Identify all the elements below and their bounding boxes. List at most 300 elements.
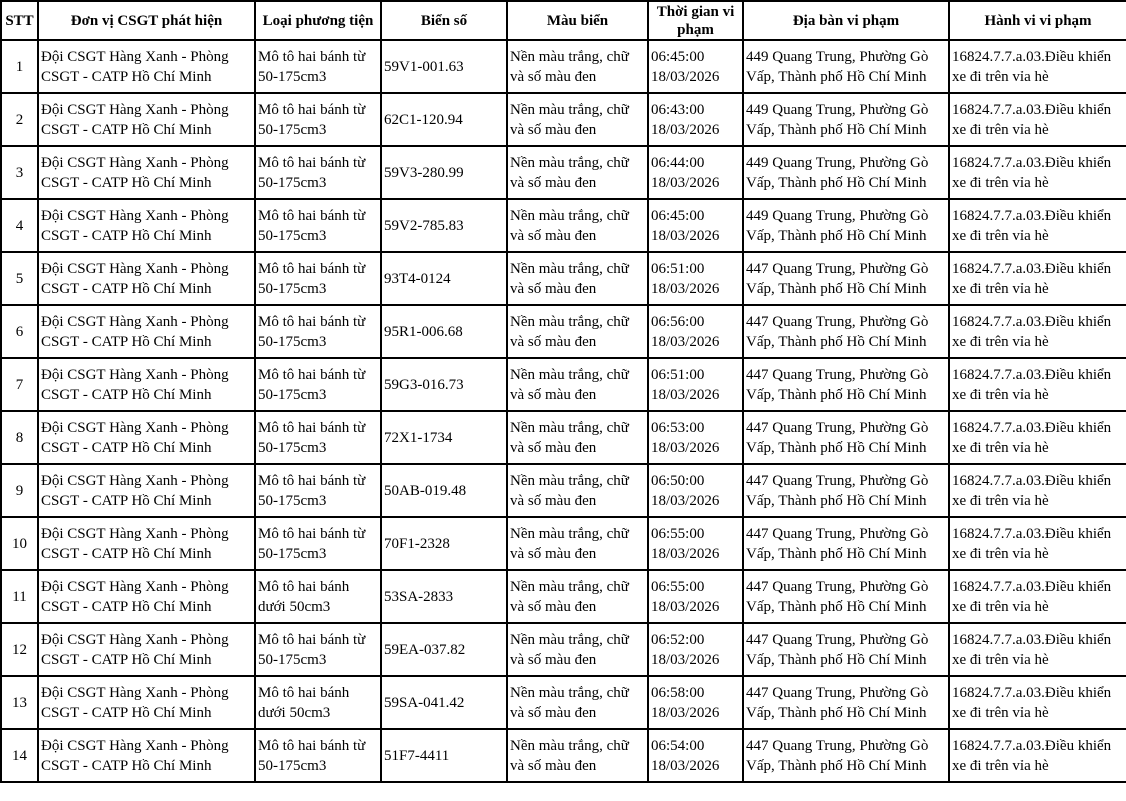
time-cell bbox=[648, 517, 743, 570]
location-line-2: Vấp, Thành phố Hồ Chí Minh bbox=[746, 757, 927, 774]
violation-cell bbox=[949, 517, 1126, 570]
unit-line-1: Đội CSGT Hàng Xanh - Phòng bbox=[41, 578, 229, 595]
plate-color-line-2: và số màu đen bbox=[510, 598, 597, 615]
plate-color-line-1: Nền màu trắng, chữ bbox=[510, 207, 629, 224]
vehicle-type-line-1: Mô tô hai bánh từ bbox=[258, 154, 366, 171]
plate-color-line-2: và số màu đen bbox=[510, 439, 597, 456]
violation-line-2: xe đi trên vỉa hè bbox=[952, 598, 1049, 615]
unit-cell bbox=[38, 729, 255, 782]
location-cell bbox=[743, 40, 949, 93]
vehicle-type-line-2: 50-175cm3 bbox=[258, 121, 327, 138]
violation-cell bbox=[949, 252, 1126, 305]
unit-line-1: Đội CSGT Hàng Xanh - Phòng bbox=[41, 419, 229, 436]
vehicle-type-line-2: 50-175cm3 bbox=[258, 439, 327, 456]
plate-color-line-2: và số màu đen bbox=[510, 545, 597, 562]
violation-line-1: 16824.7.7.a.03.Điều khiển bbox=[952, 684, 1112, 701]
stt-cell: 9 bbox=[1, 464, 38, 517]
time-cell bbox=[648, 93, 743, 146]
violation-cell bbox=[949, 146, 1126, 199]
time-line-2: 18/03/2026 bbox=[651, 280, 720, 297]
location-cell bbox=[743, 93, 949, 146]
stt-cell: 8 bbox=[1, 411, 38, 464]
violation-line-1: 16824.7.7.a.03.Điều khiển bbox=[952, 578, 1112, 595]
unit-line-1: Đội CSGT Hàng Xanh - Phòng bbox=[41, 313, 229, 330]
location-line-2: Vấp, Thành phố Hồ Chí Minh bbox=[746, 704, 927, 721]
unit-cell bbox=[38, 146, 255, 199]
unit-cell bbox=[38, 623, 255, 676]
unit-line-1: Đội CSGT Hàng Xanh - Phòng bbox=[41, 154, 229, 171]
table-row bbox=[1, 305, 1126, 358]
time-line-1: 06:51:00 bbox=[651, 260, 705, 277]
stt-cell: 5 bbox=[1, 252, 38, 305]
location-cell bbox=[743, 305, 949, 358]
vehicle-type-line-1: Mô tô hai bánh từ bbox=[258, 48, 366, 65]
unit-line-2: CSGT - CATP Hồ Chí Minh bbox=[41, 174, 212, 191]
location-line-1: 447 Quang Trung, Phường Gò bbox=[746, 260, 929, 277]
time-line-2: 18/03/2026 bbox=[651, 333, 720, 350]
violation-line-1: 16824.7.7.a.03.Điều khiển bbox=[952, 737, 1112, 754]
time-cell bbox=[648, 146, 743, 199]
unit-cell bbox=[38, 252, 255, 305]
location-line-2: Vấp, Thành phố Hồ Chí Minh bbox=[746, 174, 927, 191]
plate-color-line-2: và số màu đen bbox=[510, 386, 597, 403]
violation-line-2: xe đi trên vỉa hè bbox=[952, 757, 1049, 774]
stt-cell: 10 bbox=[1, 517, 38, 570]
header-location: Địa bàn vi phạm bbox=[743, 1, 949, 40]
violation-line-1: 16824.7.7.a.03.Điều khiển bbox=[952, 419, 1112, 436]
time-line-1: 06:43:00 bbox=[651, 101, 705, 118]
violation-line-1: 16824.7.7.a.03.Điều khiển bbox=[952, 366, 1112, 383]
unit-line-2: CSGT - CATP Hồ Chí Minh bbox=[41, 545, 212, 562]
location-line-2: Vấp, Thành phố Hồ Chí Minh bbox=[746, 545, 927, 562]
vehicle-type-cell bbox=[255, 517, 381, 570]
plate-color-line-2: và số màu đen bbox=[510, 757, 597, 774]
time-line-1: 06:55:00 bbox=[651, 578, 705, 595]
table-row bbox=[1, 464, 1126, 517]
vehicle-type-line-2: 50-175cm3 bbox=[258, 280, 327, 297]
vehicle-type-line-1: Mô tô hai bánh từ bbox=[258, 207, 366, 224]
unit-cell bbox=[38, 40, 255, 93]
violation-line-2: xe đi trên vỉa hè bbox=[952, 492, 1049, 509]
vehicle-type-line-1: Mô tô hai bánh từ bbox=[258, 419, 366, 436]
violation-cell bbox=[949, 464, 1126, 517]
plate-cell: 59V3-280.99 bbox=[381, 146, 507, 199]
vehicle-type-cell bbox=[255, 676, 381, 729]
stt-cell: 1 bbox=[1, 40, 38, 93]
plate-color-cell bbox=[507, 40, 648, 93]
unit-line-2: CSGT - CATP Hồ Chí Minh bbox=[41, 333, 212, 350]
time-line-1: 06:52:00 bbox=[651, 631, 705, 648]
time-cell bbox=[648, 729, 743, 782]
violation-cell bbox=[949, 40, 1126, 93]
vehicle-type-line-2: 50-175cm3 bbox=[258, 68, 327, 85]
violation-cell bbox=[949, 199, 1126, 252]
vehicle-type-cell bbox=[255, 305, 381, 358]
vehicle-type-cell bbox=[255, 570, 381, 623]
time-line-1: 06:53:00 bbox=[651, 419, 705, 436]
location-line-1: 447 Quang Trung, Phường Gò bbox=[746, 578, 929, 595]
plate-color-cell bbox=[507, 517, 648, 570]
location-line-1: 447 Quang Trung, Phường Gò bbox=[746, 472, 929, 489]
header-vehicle-type: Loại phương tiện bbox=[255, 1, 381, 40]
time-line-1: 06:45:00 bbox=[651, 48, 705, 65]
header-plate-color: Màu biển bbox=[507, 1, 648, 40]
unit-line-1: Đội CSGT Hàng Xanh - Phòng bbox=[41, 207, 229, 224]
unit-line-2: CSGT - CATP Hồ Chí Minh bbox=[41, 227, 212, 244]
unit-cell bbox=[38, 464, 255, 517]
time-line-1: 06:51:00 bbox=[651, 366, 705, 383]
plate-color-cell bbox=[507, 570, 648, 623]
violation-cell bbox=[949, 570, 1126, 623]
stt-cell: 14 bbox=[1, 729, 38, 782]
violation-line-1: 16824.7.7.a.03.Điều khiển bbox=[952, 472, 1112, 489]
header-violation: Hành vi vi phạm bbox=[949, 1, 1126, 40]
stt-cell: 13 bbox=[1, 676, 38, 729]
unit-cell bbox=[38, 517, 255, 570]
violation-line-2: xe đi trên vỉa hè bbox=[952, 227, 1049, 244]
location-line-2: Vấp, Thành phố Hồ Chí Minh bbox=[746, 68, 927, 85]
violation-line-1: 16824.7.7.a.03.Điều khiển bbox=[952, 48, 1112, 65]
violation-line-2: xe đi trên vỉa hè bbox=[952, 386, 1049, 403]
location-line-2: Vấp, Thành phố Hồ Chí Minh bbox=[746, 439, 927, 456]
table-row bbox=[1, 40, 1126, 93]
plate-color-line-1: Nền màu trắng, chữ bbox=[510, 737, 629, 754]
plate-color-cell bbox=[507, 729, 648, 782]
location-cell bbox=[743, 358, 949, 411]
location-line-1: 449 Quang Trung, Phường Gò bbox=[746, 101, 929, 118]
time-cell bbox=[648, 676, 743, 729]
plate-color-line-2: và số màu đen bbox=[510, 492, 597, 509]
location-line-2: Vấp, Thành phố Hồ Chí Minh bbox=[746, 333, 927, 350]
unit-line-2: CSGT - CATP Hồ Chí Minh bbox=[41, 598, 212, 615]
plate-color-line-1: Nền màu trắng, chữ bbox=[510, 419, 629, 436]
location-cell bbox=[743, 464, 949, 517]
plate-color-line-1: Nền màu trắng, chữ bbox=[510, 154, 629, 171]
location-line-2: Vấp, Thành phố Hồ Chí Minh bbox=[746, 121, 927, 138]
plate-color-cell bbox=[507, 676, 648, 729]
location-cell bbox=[743, 623, 949, 676]
plate-color-cell bbox=[507, 358, 648, 411]
unit-line-1: Đội CSGT Hàng Xanh - Phòng bbox=[41, 684, 229, 701]
plate-color-line-1: Nền màu trắng, chữ bbox=[510, 578, 629, 595]
plate-cell: 59V1-001.63 bbox=[381, 40, 507, 93]
vehicle-type-cell bbox=[255, 729, 381, 782]
stt-cell: 7 bbox=[1, 358, 38, 411]
time-line-2: 18/03/2026 bbox=[651, 386, 720, 403]
time-line-1: 06:50:00 bbox=[651, 472, 705, 489]
plate-cell: 70F1-2328 bbox=[381, 517, 507, 570]
plate-color-line-1: Nền màu trắng, chữ bbox=[510, 313, 629, 330]
unit-cell bbox=[38, 570, 255, 623]
violation-line-1: 16824.7.7.a.03.Điều khiển bbox=[952, 260, 1112, 277]
unit-line-1: Đội CSGT Hàng Xanh - Phòng bbox=[41, 48, 229, 65]
vehicle-type-line-1: Mô tô hai bánh từ bbox=[258, 101, 366, 118]
plate-color-line-1: Nền màu trắng, chữ bbox=[510, 684, 629, 701]
location-line-1: 449 Quang Trung, Phường Gò bbox=[746, 48, 929, 65]
location-line-2: Vấp, Thành phố Hồ Chí Minh bbox=[746, 386, 927, 403]
vehicle-type-line-2: 50-175cm3 bbox=[258, 545, 327, 562]
violation-line-2: xe đi trên vỉa hè bbox=[952, 439, 1049, 456]
unit-line-1: Đội CSGT Hàng Xanh - Phòng bbox=[41, 472, 229, 489]
time-line-2: 18/03/2026 bbox=[651, 651, 720, 668]
unit-cell bbox=[38, 305, 255, 358]
violation-cell bbox=[949, 623, 1126, 676]
unit-cell bbox=[38, 93, 255, 146]
table-row bbox=[1, 252, 1126, 305]
plate-color-line-1: Nền màu trắng, chữ bbox=[510, 366, 629, 383]
vehicle-type-line-1: Mô tô hai bánh từ bbox=[258, 366, 366, 383]
time-line-1: 06:58:00 bbox=[651, 684, 705, 701]
plate-color-cell bbox=[507, 93, 648, 146]
table-row bbox=[1, 623, 1126, 676]
plate-color-line-2: và số màu đen bbox=[510, 121, 597, 138]
violation-line-1: 16824.7.7.a.03.Điều khiển bbox=[952, 207, 1112, 224]
vehicle-type-cell bbox=[255, 93, 381, 146]
plate-color-line-2: và số màu đen bbox=[510, 280, 597, 297]
unit-cell bbox=[38, 411, 255, 464]
stt-cell: 3 bbox=[1, 146, 38, 199]
time-cell bbox=[648, 252, 743, 305]
time-line-1: 06:56:00 bbox=[651, 313, 705, 330]
vehicle-type-cell bbox=[255, 40, 381, 93]
unit-line-1: Đội CSGT Hàng Xanh - Phòng bbox=[41, 631, 229, 648]
location-line-1: 447 Quang Trung, Phường Gò bbox=[746, 525, 929, 542]
header-plate: Biển số bbox=[381, 1, 507, 40]
plate-cell: 72X1-1734 bbox=[381, 411, 507, 464]
location-line-1: 447 Quang Trung, Phường Gò bbox=[746, 366, 929, 383]
violation-cell bbox=[949, 729, 1126, 782]
unit-line-1: Đội CSGT Hàng Xanh - Phòng bbox=[41, 366, 229, 383]
plate-color-line-2: và số màu đen bbox=[510, 174, 597, 191]
vehicle-type-cell bbox=[255, 199, 381, 252]
time-cell bbox=[648, 305, 743, 358]
plate-cell: 50AB-019.48 bbox=[381, 464, 507, 517]
time-line-2: 18/03/2026 bbox=[651, 492, 720, 509]
violation-line-1: 16824.7.7.a.03.Điều khiển bbox=[952, 154, 1112, 171]
vehicle-type-line-2: dưới 50cm3 bbox=[258, 598, 331, 615]
time-cell bbox=[648, 40, 743, 93]
location-cell bbox=[743, 199, 949, 252]
location-cell bbox=[743, 517, 949, 570]
violation-line-2: xe đi trên vỉa hè bbox=[952, 174, 1049, 191]
unit-cell bbox=[38, 199, 255, 252]
plate-color-line-2: và số màu đen bbox=[510, 651, 597, 668]
vehicle-type-line-1: Mô tô hai bánh từ bbox=[258, 525, 366, 542]
table-row bbox=[1, 517, 1126, 570]
vehicle-type-line-2: 50-175cm3 bbox=[258, 227, 327, 244]
vehicle-type-cell bbox=[255, 411, 381, 464]
location-line-1: 447 Quang Trung, Phường Gò bbox=[746, 631, 929, 648]
table-row bbox=[1, 146, 1126, 199]
violation-cell bbox=[949, 358, 1126, 411]
vehicle-type-cell bbox=[255, 358, 381, 411]
time-line-1: 06:55:00 bbox=[651, 525, 705, 542]
vehicle-type-line-1: Mô tô hai bánh từ bbox=[258, 260, 366, 277]
time-cell bbox=[648, 570, 743, 623]
vehicle-type-line-2: 50-175cm3 bbox=[258, 333, 327, 350]
table-row bbox=[1, 358, 1126, 411]
table-row bbox=[1, 93, 1126, 146]
unit-line-1: Đội CSGT Hàng Xanh - Phòng bbox=[41, 260, 229, 277]
unit-line-1: Đội CSGT Hàng Xanh - Phòng bbox=[41, 101, 229, 118]
plate-color-cell bbox=[507, 252, 648, 305]
location-line-2: Vấp, Thành phố Hồ Chí Minh bbox=[746, 227, 927, 244]
unit-cell bbox=[38, 358, 255, 411]
vehicle-type-line-1: Mô tô hai bánh từ bbox=[258, 313, 366, 330]
time-line-1: 06:45:00 bbox=[651, 207, 705, 224]
location-line-1: 449 Quang Trung, Phường Gò bbox=[746, 207, 929, 224]
location-cell bbox=[743, 411, 949, 464]
stt-cell: 2 bbox=[1, 93, 38, 146]
time-line-2: 18/03/2026 bbox=[651, 174, 720, 191]
plate-cell: 59EA-037.82 bbox=[381, 623, 507, 676]
location-line-2: Vấp, Thành phố Hồ Chí Minh bbox=[746, 280, 927, 297]
plate-color-cell bbox=[507, 464, 648, 517]
plate-color-line-2: và số màu đen bbox=[510, 68, 597, 85]
location-line-1: 447 Quang Trung, Phường Gò bbox=[746, 419, 929, 436]
violation-line-2: xe đi trên vỉa hè bbox=[952, 333, 1049, 350]
unit-line-2: CSGT - CATP Hồ Chí Minh bbox=[41, 704, 212, 721]
vehicle-type-line-1: Mô tô hai bánh từ bbox=[258, 737, 366, 754]
vehicle-type-line-2: 50-175cm3 bbox=[258, 651, 327, 668]
time-cell bbox=[648, 411, 743, 464]
vehicle-type-cell bbox=[255, 252, 381, 305]
violation-line-2: xe đi trên vỉa hè bbox=[952, 68, 1049, 85]
violation-line-1: 16824.7.7.a.03.Điều khiển bbox=[952, 631, 1112, 648]
plate-color-line-1: Nền màu trắng, chữ bbox=[510, 260, 629, 277]
plate-color-cell bbox=[507, 199, 648, 252]
unit-line-2: CSGT - CATP Hồ Chí Minh bbox=[41, 280, 212, 297]
time-line-2: 18/03/2026 bbox=[651, 704, 720, 721]
time-line-2: 18/03/2026 bbox=[651, 545, 720, 562]
location-line-1: 447 Quang Trung, Phường Gò bbox=[746, 313, 929, 330]
unit-line-2: CSGT - CATP Hồ Chí Minh bbox=[41, 439, 212, 456]
plate-color-line-2: và số màu đen bbox=[510, 704, 597, 721]
unit-line-2: CSGT - CATP Hồ Chí Minh bbox=[41, 651, 212, 668]
time-cell bbox=[648, 358, 743, 411]
unit-line-1: Đội CSGT Hàng Xanh - Phòng bbox=[41, 737, 229, 754]
plate-color-line-1: Nền màu trắng, chữ bbox=[510, 48, 629, 65]
plate-color-cell bbox=[507, 305, 648, 358]
vehicle-type-line-2: 50-175cm3 bbox=[258, 492, 327, 509]
unit-line-2: CSGT - CATP Hồ Chí Minh bbox=[41, 757, 212, 774]
unit-line-2: CSGT - CATP Hồ Chí Minh bbox=[41, 492, 212, 509]
plate-color-line-1: Nền màu trắng, chữ bbox=[510, 472, 629, 489]
violation-line-1: 16824.7.7.a.03.Điều khiển bbox=[952, 525, 1112, 542]
time-cell bbox=[648, 464, 743, 517]
time-line-2: 18/03/2026 bbox=[651, 598, 720, 615]
location-cell bbox=[743, 252, 949, 305]
header-row bbox=[1, 1, 1126, 40]
time-line-2: 18/03/2026 bbox=[651, 68, 720, 85]
violation-line-2: xe đi trên vỉa hè bbox=[952, 545, 1049, 562]
location-cell bbox=[743, 146, 949, 199]
plate-cell: 62C1-120.94 bbox=[381, 93, 507, 146]
vehicle-type-cell bbox=[255, 623, 381, 676]
vehicle-type-line-2: dưới 50cm3 bbox=[258, 704, 331, 721]
stt-cell: 11 bbox=[1, 570, 38, 623]
vehicle-type-line-2: 50-175cm3 bbox=[258, 174, 327, 191]
violation-cell bbox=[949, 305, 1126, 358]
vehicle-type-cell bbox=[255, 146, 381, 199]
location-line-1: 447 Quang Trung, Phường Gò bbox=[746, 684, 929, 701]
plate-cell: 59SA-041.42 bbox=[381, 676, 507, 729]
violation-line-1: 16824.7.7.a.03.Điều khiển bbox=[952, 313, 1112, 330]
plate-cell: 95R1-006.68 bbox=[381, 305, 507, 358]
table-row bbox=[1, 570, 1126, 623]
plate-cell: 51F7-4411 bbox=[381, 729, 507, 782]
plate-color-line-1: Nền màu trắng, chữ bbox=[510, 101, 629, 118]
plate-cell: 53SA-2833 bbox=[381, 570, 507, 623]
violation-cell bbox=[949, 93, 1126, 146]
vehicle-type-cell bbox=[255, 464, 381, 517]
unit-line-2: CSGT - CATP Hồ Chí Minh bbox=[41, 386, 212, 403]
header-time: Thời gian vi phạm bbox=[648, 1, 743, 40]
unit-line-2: CSGT - CATP Hồ Chí Minh bbox=[41, 68, 212, 85]
time-line-2: 18/03/2026 bbox=[651, 757, 720, 774]
location-cell bbox=[743, 570, 949, 623]
table-body bbox=[1, 40, 1126, 782]
stt-cell: 6 bbox=[1, 305, 38, 358]
violation-cell bbox=[949, 676, 1126, 729]
plate-cell: 93T4-0124 bbox=[381, 252, 507, 305]
plate-color-line-2: và số màu đen bbox=[510, 333, 597, 350]
violation-line-2: xe đi trên vỉa hè bbox=[952, 280, 1049, 297]
violation-line-2: xe đi trên vỉa hè bbox=[952, 704, 1049, 721]
time-line-2: 18/03/2026 bbox=[651, 227, 720, 244]
plate-color-cell bbox=[507, 623, 648, 676]
time-line-2: 18/03/2026 bbox=[651, 439, 720, 456]
time-cell bbox=[648, 199, 743, 252]
stt-cell: 4 bbox=[1, 199, 38, 252]
violation-line-2: xe đi trên vỉa hè bbox=[952, 121, 1049, 138]
location-cell bbox=[743, 729, 949, 782]
stt-cell: 12 bbox=[1, 623, 38, 676]
plate-color-line-1: Nền màu trắng, chữ bbox=[510, 525, 629, 542]
location-line-2: Vấp, Thành phố Hồ Chí Minh bbox=[746, 598, 927, 615]
violation-line-1: 16824.7.7.a.03.Điều khiển bbox=[952, 101, 1112, 118]
plate-color-cell bbox=[507, 411, 648, 464]
plate-color-cell bbox=[507, 146, 648, 199]
header-stt: STT bbox=[1, 1, 38, 40]
violation-line-2: xe đi trên vỉa hè bbox=[952, 651, 1049, 668]
location-cell bbox=[743, 676, 949, 729]
vehicle-type-line-1: Mô tô hai bánh bbox=[258, 578, 350, 595]
vehicle-type-line-1: Mô tô hai bánh từ bbox=[258, 631, 366, 648]
table-row bbox=[1, 676, 1126, 729]
time-line-2: 18/03/2026 bbox=[651, 121, 720, 138]
plate-color-line-1: Nền màu trắng, chữ bbox=[510, 631, 629, 648]
plate-color-line-2: và số màu đen bbox=[510, 227, 597, 244]
time-line-1: 06:44:00 bbox=[651, 154, 705, 171]
vehicle-type-line-2: 50-175cm3 bbox=[258, 757, 327, 774]
vehicle-type-line-1: Mô tô hai bánh bbox=[258, 684, 350, 701]
header-unit: Đơn vị CSGT phát hiện bbox=[38, 1, 255, 40]
time-line-1: 06:54:00 bbox=[651, 737, 705, 754]
time-cell bbox=[648, 623, 743, 676]
unit-line-1: Đội CSGT Hàng Xanh - Phòng bbox=[41, 525, 229, 542]
vehicle-type-line-1: Mô tô hai bánh từ bbox=[258, 472, 366, 489]
unit-cell bbox=[38, 676, 255, 729]
violation-cell bbox=[949, 411, 1126, 464]
table-row bbox=[1, 199, 1126, 252]
plate-cell: 59V2-785.83 bbox=[381, 199, 507, 252]
location-line-1: 447 Quang Trung, Phường Gò bbox=[746, 737, 929, 754]
plate-cell: 59G3-016.73 bbox=[381, 358, 507, 411]
table-row bbox=[1, 729, 1126, 782]
unit-line-2: CSGT - CATP Hồ Chí Minh bbox=[41, 121, 212, 138]
table-row bbox=[1, 411, 1126, 464]
